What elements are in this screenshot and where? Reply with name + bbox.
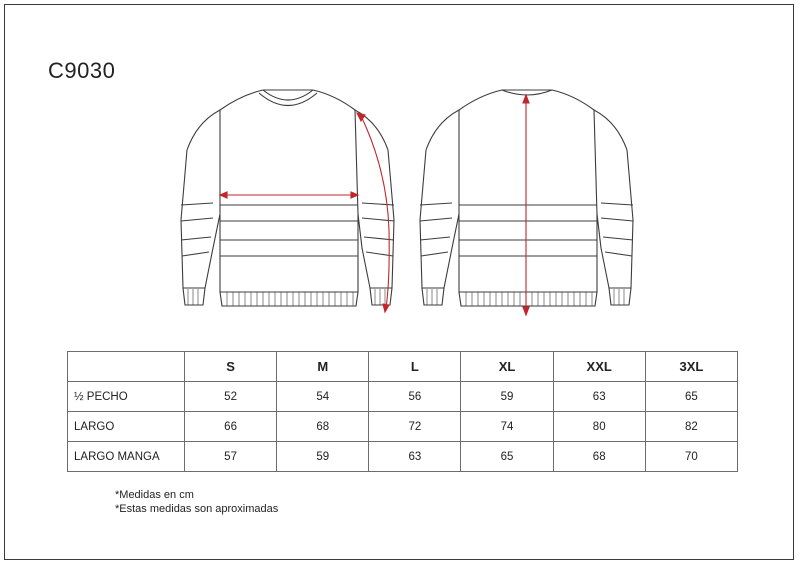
size-header-l: L [369,352,461,382]
table-cell: 68 [277,412,369,442]
size-header-m: M [277,352,369,382]
table-header-corner [68,352,185,382]
chest-measure-arrow [220,192,358,198]
table-cell: 59 [277,442,369,472]
sleeve-measure-arrow [357,113,389,312]
table-row [68,382,738,412]
garment-front-view [175,80,400,320]
size-chart-table [67,351,738,472]
table-cell: 66 [185,412,277,442]
table-cell: 65 [461,442,553,472]
row-label: LARGO MANGA [68,442,185,472]
garment-back-view [414,80,639,320]
table-cell: 63 [369,442,461,472]
table-cell: 68 [553,442,645,472]
table-cell: 54 [277,382,369,412]
table-cell: 63 [553,382,645,412]
row-label: LARGO [68,412,185,442]
table-cell: 56 [369,382,461,412]
product-code: C9030 [48,58,116,83]
table-cell: 59 [461,382,553,412]
table-row [68,442,738,472]
table-cell: 74 [461,412,553,442]
size-header-xxl: XXL [553,352,645,382]
table-cell: 52 [185,382,277,412]
row-label: ½ PECHO [68,382,185,412]
table-cell: 57 [185,442,277,472]
size-header-3xl: 3XL [645,352,737,382]
notes [115,488,278,516]
size-header-xl: XL [461,352,553,382]
table-row [68,412,738,442]
size-header-s: S [185,352,277,382]
note-approximate: *Estas medidas son aproximadas [115,503,279,515]
table-cell: 65 [645,382,737,412]
table-cell: 70 [645,442,737,472]
note-units: *Medidas en cm [115,489,194,501]
table-cell: 72 [369,412,461,442]
table-header-row [68,352,738,382]
table-cell: 80 [553,412,645,442]
table-cell: 82 [645,412,737,442]
